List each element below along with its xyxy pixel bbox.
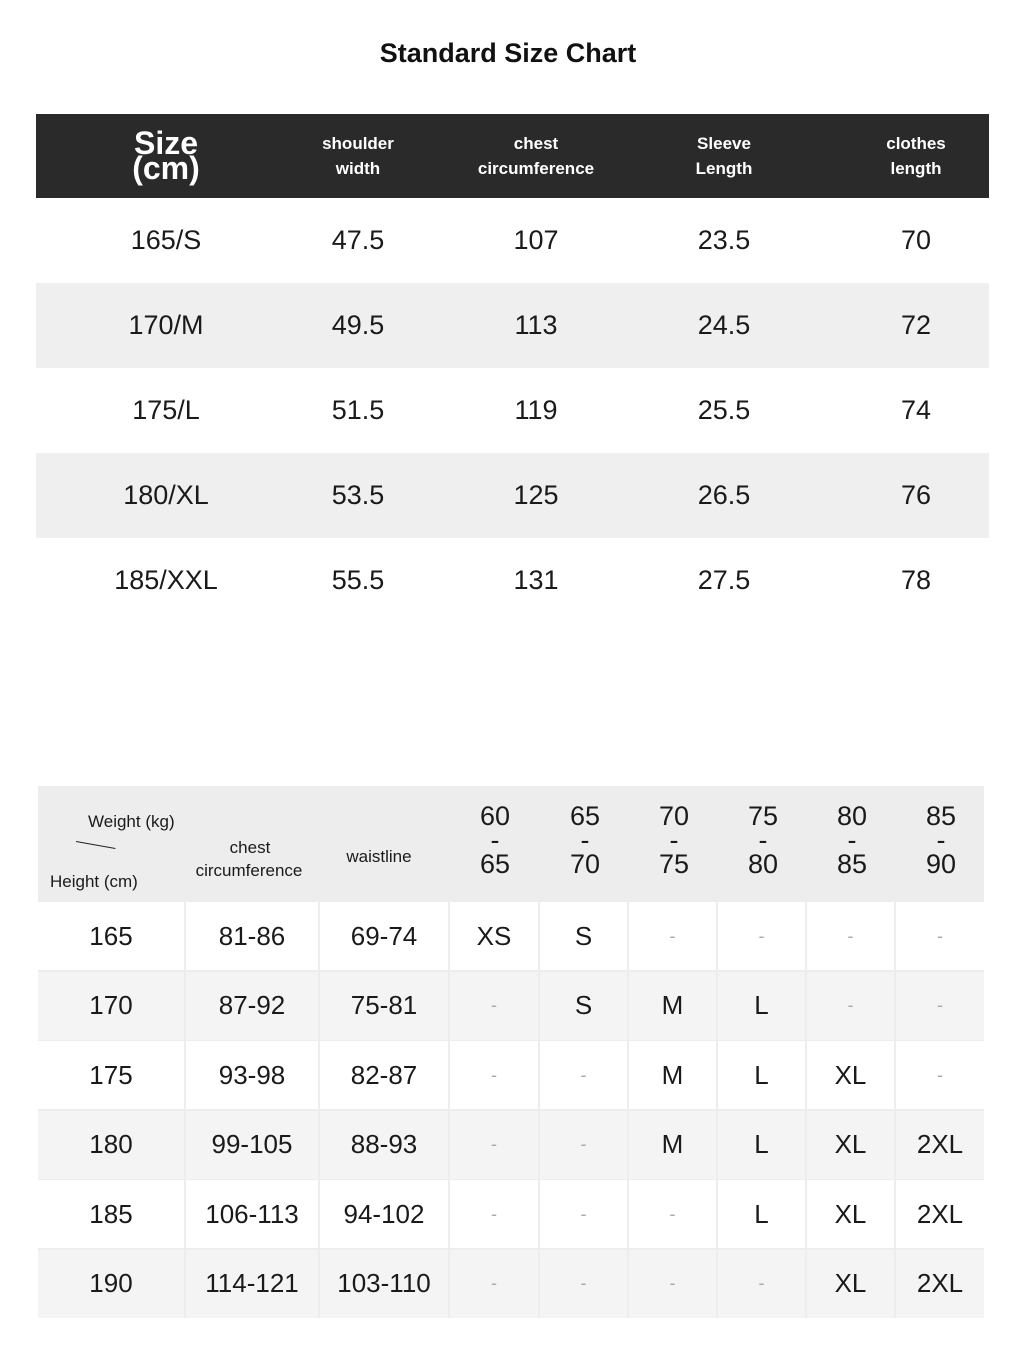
cell-size-85-90: 2XL	[896, 1250, 984, 1318]
weight-range-top: 65	[569, 801, 601, 831]
cell-height: 165	[38, 902, 184, 970]
cell-size: 185/XXL	[114, 565, 218, 595]
weight-range-header	[629, 801, 719, 879]
table-header	[36, 114, 989, 198]
chest-header-line2: circumference	[195, 861, 303, 880]
cell-size-70-75: M	[629, 1111, 716, 1179]
cell-size: 180/XL	[123, 480, 209, 510]
cell-size-80-85: XL	[807, 1180, 894, 1248]
standard-size-table	[36, 114, 989, 623]
cell-height: 175	[38, 1041, 184, 1109]
waistline-header: waistline	[346, 847, 412, 866]
table-row	[36, 283, 989, 368]
cell-clothes-length: 78	[900, 565, 932, 595]
weight-range-bottom: 65	[479, 849, 511, 879]
weight-range-sep: -	[758, 825, 768, 855]
table-row	[38, 1180, 984, 1248]
cell-size-85-90: -	[896, 902, 984, 970]
cell-size-75-80: L	[718, 1111, 805, 1179]
cell-chest: 99-105	[186, 1111, 318, 1179]
weight-range-bottom: 70	[569, 849, 601, 879]
cell-sleeve-length: 27.5	[697, 565, 751, 595]
weight-range-top: 70	[658, 801, 690, 831]
cell-waistline: 88-93	[320, 1111, 448, 1179]
cell-shoulder-width: 47.5	[331, 225, 385, 255]
weight-range-header	[807, 801, 897, 879]
cell-waistline: 75-81	[320, 972, 448, 1040]
cell-sleeve-length: 26.5	[697, 480, 751, 510]
cell-size-65-70: -	[540, 1041, 627, 1109]
cell-size-60-65: XS	[450, 902, 538, 970]
cell-size-80-85: XL	[807, 1041, 894, 1109]
cell-size-60-65: -	[450, 972, 538, 1040]
header-chest-circumference: chest circumference	[477, 134, 595, 178]
weight-range-sep: -	[669, 825, 679, 855]
weight-range-bottom: 75	[658, 849, 690, 879]
weight-range-sep: -	[490, 825, 500, 855]
cell-shoulder-width: 53.5	[331, 480, 385, 510]
cell-size-85-90: -	[896, 972, 984, 1040]
cell-chest-circumference: 125	[513, 480, 559, 510]
cell-chest: 114-121	[186, 1250, 318, 1318]
cell-size-75-80: L	[718, 1041, 805, 1109]
cell-chest: 106-113	[186, 1180, 318, 1248]
weight-range-bottom: 85	[836, 849, 868, 879]
cell-size-85-90: -	[896, 1041, 984, 1109]
page-title: Standard Size Chart	[379, 38, 637, 68]
cell-size-70-75: M	[629, 972, 716, 1040]
cell-size-80-85: -	[807, 972, 894, 1040]
cell-size-65-70: -	[540, 1111, 627, 1179]
cell-size-70-75: -	[629, 902, 716, 970]
cell-clothes-length: 76	[900, 480, 932, 510]
table-row	[38, 1041, 984, 1109]
cell-size: 175/L	[132, 395, 200, 425]
weight-range-bottom: 80	[747, 849, 779, 879]
header-shoulder-width: shoulder width	[322, 134, 394, 178]
weight-range-sep: -	[936, 825, 946, 855]
cell-size-80-85: XL	[807, 1250, 894, 1318]
cell-height: 180	[38, 1111, 184, 1179]
cell-size: 165/S	[130, 225, 202, 255]
weight-range-bottom: 90	[925, 849, 957, 879]
cell-waistline: 103-110	[320, 1250, 448, 1318]
cell-chest: 87-92	[186, 972, 318, 1040]
cell-size-70-75: -	[629, 1180, 716, 1248]
cell-chest-circumference: 107	[513, 225, 559, 255]
cell-size-75-80: L	[718, 972, 805, 1040]
cell-size-80-85: XL	[807, 1111, 894, 1179]
cell-size-75-80: L	[718, 1180, 805, 1248]
cell-chest-circumference: 119	[514, 395, 558, 425]
cell-size-70-75: M	[629, 1041, 716, 1109]
cell-shoulder-width: 55.5	[331, 565, 385, 595]
cell-size-60-65: -	[450, 1180, 538, 1248]
weight-range-header	[718, 801, 808, 879]
table-row	[38, 1111, 984, 1179]
cell-sleeve-length: 25.5	[697, 395, 751, 425]
cell-waistline: 82-87	[320, 1041, 448, 1109]
cell-waistline: 69-74	[320, 902, 448, 970]
cell-chest: 93-98	[186, 1041, 318, 1109]
cell-sleeve-length: 23.5	[697, 225, 751, 255]
weight-range-sep: -	[847, 825, 857, 855]
weight-range-header	[450, 801, 540, 879]
cell-size-80-85: -	[807, 902, 894, 970]
cell-height: 190	[38, 1250, 184, 1318]
header-size: Size (cm)	[132, 125, 200, 186]
cell-clothes-length: 72	[900, 310, 932, 340]
weight-range-top: 60	[479, 801, 511, 831]
cell-chest-circumference: 113	[514, 310, 558, 340]
cell-size-70-75: -	[629, 1250, 716, 1318]
header-sleeve-length: Sleeve Length	[695, 134, 753, 178]
height-axis-label: Height (cm)	[50, 872, 138, 891]
cell-size-65-70: -	[540, 1180, 627, 1248]
cell-size-75-80: -	[718, 902, 805, 970]
cell-size-60-65: -	[450, 1041, 538, 1109]
cell-height: 170	[38, 972, 184, 1040]
cell-height: 185	[38, 1180, 184, 1248]
table-body	[36, 198, 989, 623]
cell-chest: 81-86	[186, 902, 318, 970]
table-header	[38, 786, 984, 902]
cell-shoulder-width: 49.5	[331, 310, 385, 340]
header-clothes-length: clothes length	[886, 134, 946, 178]
weight-range-top: 85	[925, 801, 957, 831]
cell-size-60-65: -	[450, 1111, 538, 1179]
table-row	[36, 453, 989, 538]
cell-size-85-90: 2XL	[896, 1180, 984, 1248]
chest-header-line1: chest	[229, 838, 271, 857]
cell-size-65-70: S	[540, 902, 627, 970]
height-weight-size-table	[38, 786, 984, 1318]
table-row	[36, 538, 989, 623]
diagonal-divider	[76, 841, 116, 849]
weight-range-header	[540, 801, 630, 879]
table-row	[38, 972, 984, 1040]
table-row	[38, 902, 984, 970]
cell-size: 170/M	[128, 310, 204, 340]
cell-size-60-65: -	[450, 1250, 538, 1318]
cell-clothes-length: 70	[900, 225, 932, 255]
weight-axis-label: Weight (kg)	[88, 812, 175, 831]
cell-chest-circumference: 131	[513, 565, 559, 595]
weight-range-top: 75	[747, 801, 779, 831]
weight-range-header	[896, 801, 986, 879]
table-row	[36, 198, 989, 283]
cell-size-85-90: 2XL	[896, 1111, 984, 1179]
cell-size-75-80: -	[718, 1250, 805, 1318]
cell-size-65-70: S	[540, 972, 627, 1040]
weight-range-top: 80	[836, 801, 868, 831]
cell-sleeve-length: 24.5	[697, 310, 751, 340]
cell-waistline: 94-102	[320, 1180, 448, 1248]
cell-size-65-70: -	[540, 1250, 627, 1318]
table-row	[38, 1250, 984, 1318]
weight-range-sep: -	[580, 825, 590, 855]
cell-clothes-length: 74	[900, 395, 932, 425]
table-row	[36, 368, 989, 453]
cell-shoulder-width: 51.5	[331, 395, 385, 425]
